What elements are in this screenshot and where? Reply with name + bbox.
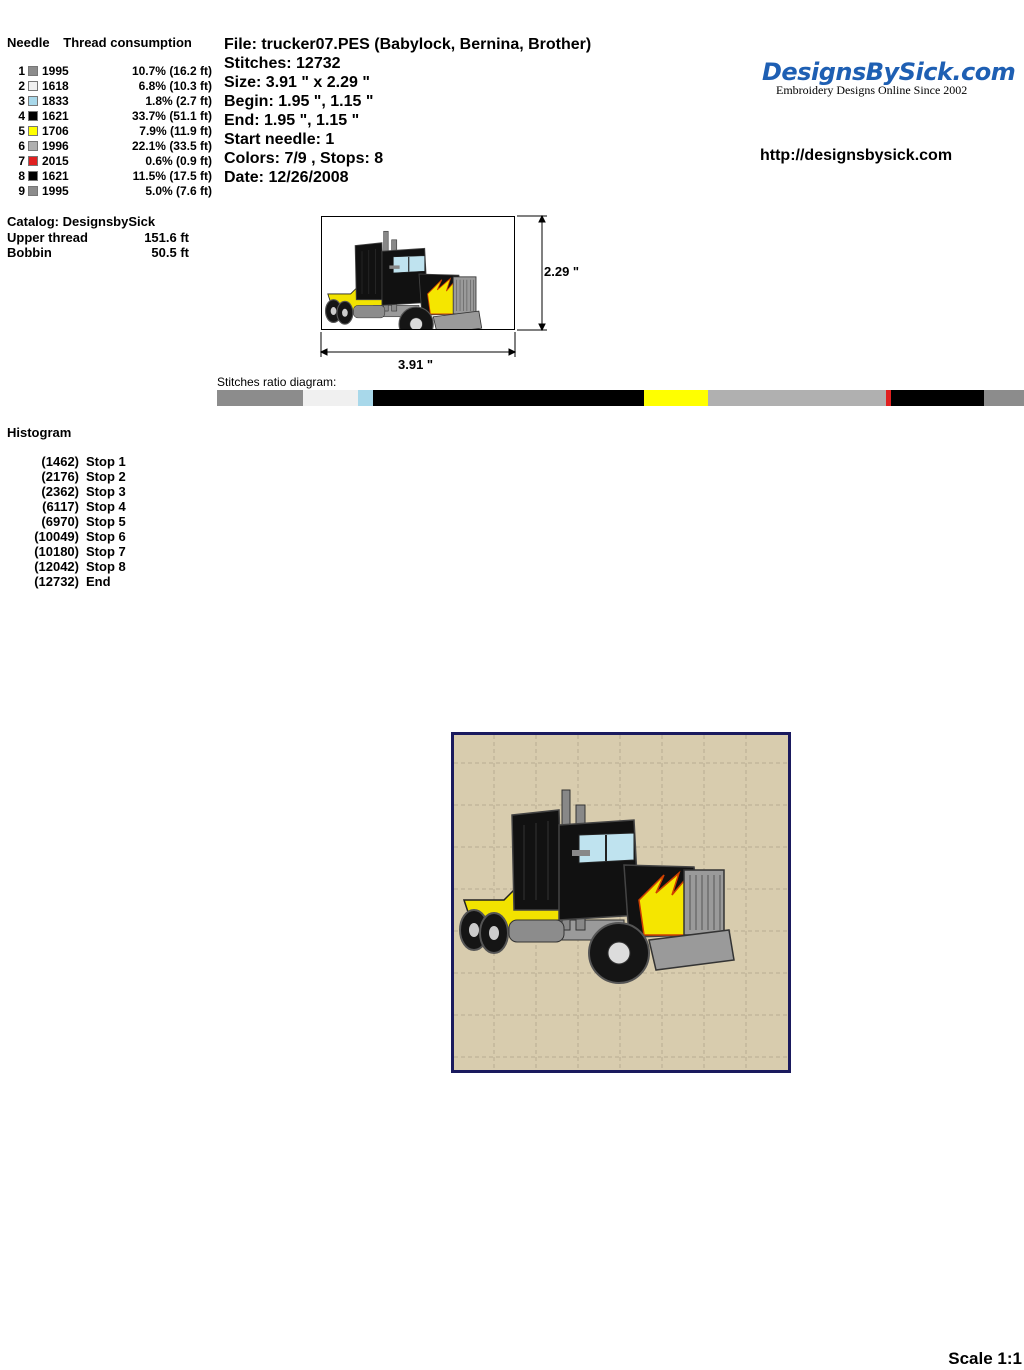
histogram-row: [7, 454, 207, 469]
needle-number: 4: [18, 109, 25, 123]
histogram-count: (2362): [41, 484, 79, 499]
histogram-count: (2176): [41, 469, 79, 484]
ratio-segment: [373, 390, 645, 406]
colors-stops: Colors: 7/9 , Stops: 8: [224, 150, 384, 167]
thread-total-value: 151.6 ft: [144, 230, 189, 245]
thread-totals: [7, 230, 189, 260]
thread-consumption: 6.8% (10.3 ft): [138, 79, 212, 93]
ratio-segment: [303, 390, 358, 406]
ratio-segment: [984, 390, 1024, 406]
thread-consumption-header-label: Thread consumption: [63, 35, 192, 50]
needle-number: 6: [18, 139, 25, 153]
site-url: http://designsbysick.com: [760, 147, 953, 164]
histogram-stop-label: End: [86, 574, 111, 589]
needle-number: 8: [18, 169, 25, 183]
thread-code: 2015: [42, 154, 69, 168]
histogram-stop-label: Stop 2: [86, 469, 126, 484]
stitch-count: Stitches: 12732: [224, 55, 341, 72]
histogram-stop-label: Stop 4: [86, 499, 126, 514]
thread-total-label: Bobbin: [7, 245, 52, 260]
thread-code: 1833: [42, 94, 69, 108]
thread-total-row: [7, 245, 189, 260]
thread-color-swatch: [28, 96, 38, 106]
brand-logo: [762, 58, 1015, 98]
thread-total-row: [7, 230, 189, 245]
needle-row: [7, 169, 212, 184]
ratio-segment: [891, 390, 984, 406]
needle-row: [7, 94, 212, 109]
thread-color-swatch: [28, 141, 38, 151]
histogram-stop-label: Stop 1: [86, 454, 126, 469]
needle-row: [7, 79, 212, 94]
thread-color-swatch: [28, 81, 38, 91]
stitches-ratio-label: Stitches ratio diagram:: [217, 375, 337, 389]
needle-number: 7: [18, 154, 25, 168]
histogram-stop-label: Stop 7: [86, 544, 126, 559]
needle-header-label: Needle: [7, 35, 50, 50]
needle-row: [7, 154, 212, 169]
needle-row: [7, 64, 212, 79]
thread-consumption: 5.0% (7.6 ft): [145, 184, 212, 198]
width-dimension-label: 3.91 ": [398, 357, 434, 372]
histogram-row: [7, 544, 207, 559]
needle-row: [7, 124, 212, 139]
ratio-segment: [217, 390, 303, 406]
histogram-list: [7, 454, 207, 589]
needle-number: 3: [18, 94, 25, 108]
thread-color-swatch: [28, 171, 38, 181]
thread-consumption: 11.5% (17.5 ft): [132, 169, 212, 183]
histogram-row: [7, 559, 207, 574]
needle-number: 2: [18, 79, 25, 93]
design-preview-large: [451, 732, 791, 1073]
scale-label: Scale 1:1: [948, 1349, 1022, 1368]
thread-color-swatch: [28, 126, 38, 136]
histogram-row: [7, 514, 207, 529]
histogram-count: (12732): [34, 574, 79, 589]
thread-code: 1995: [42, 64, 69, 78]
thread-code: 1706: [42, 124, 69, 138]
needle-table-header: [7, 35, 192, 50]
ratio-segment: [644, 390, 708, 406]
histogram-stop-label: Stop 5: [86, 514, 126, 529]
thread-color-swatch: [28, 66, 38, 76]
start-needle: Start needle: 1: [224, 131, 335, 148]
thread-consumption: 33.7% (51.1 ft): [131, 109, 212, 123]
height-dimension-label: 2.29 ": [544, 264, 580, 279]
histogram-stop-label: Stop 8: [86, 559, 126, 574]
ratio-segment: [358, 390, 373, 406]
truck-preview-image: [454, 735, 788, 1070]
needle-row: [7, 139, 212, 154]
thread-code: 1618: [42, 79, 69, 93]
histogram-count: (10049): [34, 529, 79, 544]
thread-consumption: 1.8% (2.7 ft): [145, 94, 212, 108]
logo-text: DesignsBySick.com: [762, 58, 1016, 86]
thread-consumption: 10.7% (16.2 ft): [131, 64, 212, 78]
catalog-label: Catalog: DesignsbySick: [7, 214, 156, 229]
needle-row: [7, 109, 212, 124]
design-size: Size: 3.91 " x 2.29 ": [224, 74, 370, 91]
histogram-count: (1462): [41, 454, 79, 469]
thread-total-value: 50.5 ft: [151, 245, 189, 260]
file-info: [224, 35, 591, 187]
needle-number: 5: [18, 124, 25, 138]
thread-color-swatch: [28, 111, 38, 121]
dimension-lines: [315, 212, 555, 362]
ratio-segment: [708, 390, 886, 406]
thread-code: 1621: [42, 109, 69, 123]
begin-point: Begin: 1.95 ", 1.15 ": [224, 93, 374, 110]
needle-table: [7, 64, 212, 199]
stitches-ratio-bar: [217, 390, 1024, 406]
thread-code: 1996: [42, 139, 69, 153]
histogram-count: (10180): [34, 544, 79, 559]
histogram-row: [7, 529, 207, 544]
thread-code: 1995: [42, 184, 69, 198]
needle-number: 9: [18, 184, 25, 198]
histogram-row: [7, 499, 207, 514]
thread-total-label: Upper thread: [7, 230, 88, 245]
thread-consumption: 7.9% (11.9 ft): [139, 124, 212, 138]
histogram-row: [7, 574, 207, 589]
histogram-count: (12042): [34, 559, 79, 574]
histogram-count: (6970): [41, 514, 79, 529]
histogram-stop-label: Stop 3: [86, 484, 126, 499]
design-date: Date: 12/26/2008: [224, 169, 349, 186]
histogram-count: (6117): [42, 499, 79, 514]
histogram-row: [7, 484, 207, 499]
end-point: End: 1.95 ", 1.15 ": [224, 112, 360, 129]
thread-color-swatch: [28, 156, 38, 166]
thread-code: 1621: [42, 169, 69, 183]
needle-number: 1: [18, 64, 25, 78]
histogram-stop-label: Stop 6: [86, 529, 126, 544]
logo-tagline: Embroidery Designs Online Since 2002: [776, 83, 968, 97]
thread-consumption: 22.1% (33.5 ft): [131, 139, 212, 153]
thread-consumption: 0.6% (0.9 ft): [145, 154, 212, 168]
thread-color-swatch: [28, 186, 38, 196]
file-name: File: trucker07.PES (Babylock, Bernina, Brother): [224, 36, 592, 53]
histogram-row: [7, 469, 207, 484]
histogram-title: Histogram: [7, 425, 72, 440]
needle-row: [7, 184, 212, 199]
